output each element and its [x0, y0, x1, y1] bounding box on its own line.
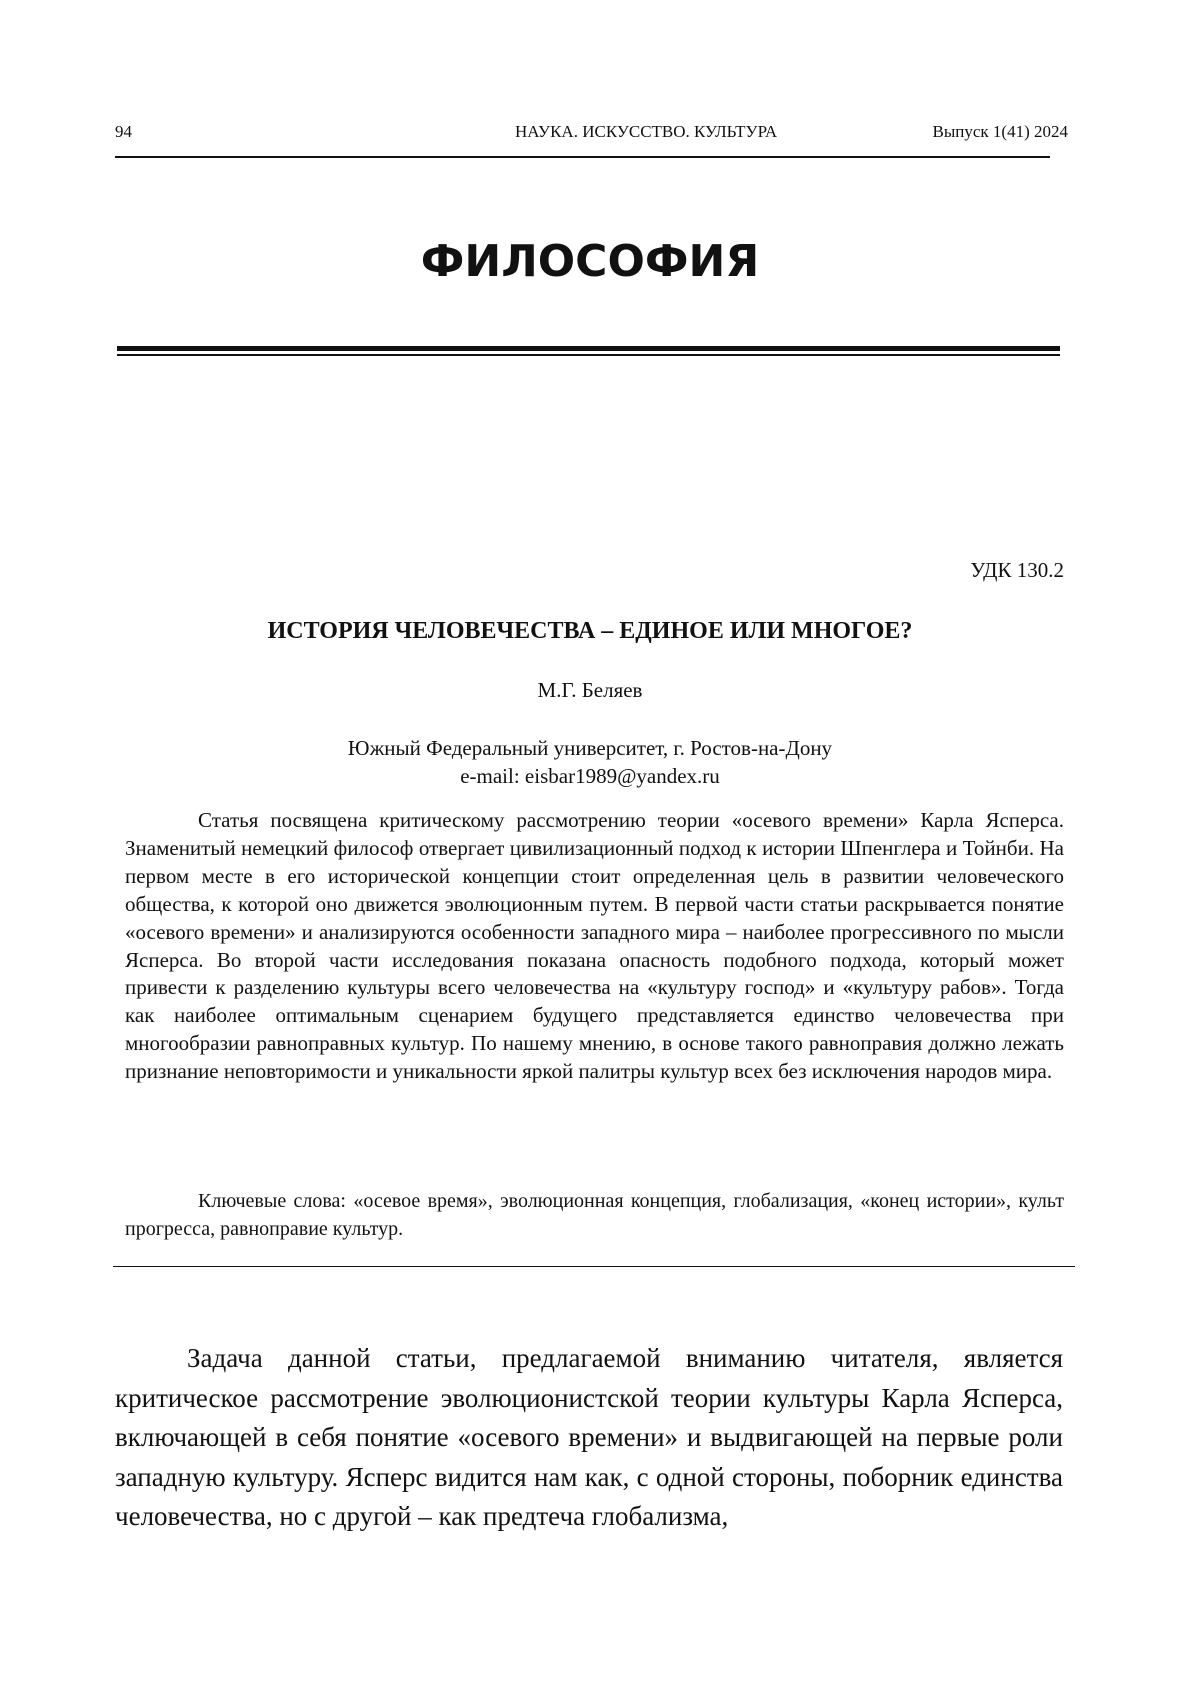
author-name: М.Г. Беляев — [0, 678, 1180, 703]
section-title: ФИЛОСОФИЯ — [0, 236, 1180, 287]
running-header — [115, 122, 1068, 146]
abstract-divider — [113, 1266, 1075, 1267]
article-title: ИСТОРИЯ ЧЕЛОВЕЧЕСТВА – ЕДИНОЕ ИЛИ МНОГОЕ? — [0, 618, 1180, 645]
author-affiliation-block — [0, 734, 1180, 790]
section-divider-thick — [117, 346, 1060, 351]
page-number: 94 — [115, 122, 132, 142]
issue-label: Выпуск 1(41) 2024 — [933, 122, 1069, 142]
udc-code: УДК 130.2 — [970, 558, 1064, 583]
abstract: Статья посвящена критическому рассмотрению теории «осевого времени» Карла Ясперса. Знаменитый немецкий философ отвергает цивилизационный подход к истории Шпенглера и Тойнби. На первом месте в его исторической концепции стоит определенная цель в развитии человеческого общества, к которой оно движется эволюционным путем. В первой части статьи раскрывается понятие «осевого времени» и анализируются особенности западного мира – наиболее прогрессивного по мысли Ясперса. Во второй части исследования показана опасность подобного подхода, который может привести к разделению культуры всего человечества на «культуру господ» и «культуру рабов». Тогда как наиболее оптимальным сценарием будущего представляется единство человечества при многообразии равноправных культур. По нашему мнению, в основе такого равноправия должно лежать признание неповторимости и уникальности яркой палитры культур всех без исключения народов мира. — [125, 807, 1064, 1086]
section-divider-thin — [117, 354, 1060, 356]
body-paragraph: Задача данной статьи, предлагаемой вниманию читателя, является критическое рассмотрение эволюционистской теории культуры Карла Ясперса, включающей в себя понятие «осевого времени» и выдвигающей на первые роли западную культуру. Ясперс видится нам как, с одной стороны, поборник единства человечества, но с другой – как предтеча глобализма, — [115, 1339, 1063, 1537]
author-email: e-mail: eisbar1989@yandex.ru — [0, 762, 1180, 790]
header-divider — [115, 156, 1050, 158]
keywords: Ключевые слова: «осевое время», эволюционная концепция, глобализация, «конец истории», культ прогресса, равноправие культур. — [125, 1187, 1064, 1243]
affiliation: Южный Федеральный университет, г. Ростов-на-Дону — [0, 734, 1180, 762]
journal-title: НАУКА. ИСКУССТВО. КУЛЬТУРА — [515, 122, 777, 142]
